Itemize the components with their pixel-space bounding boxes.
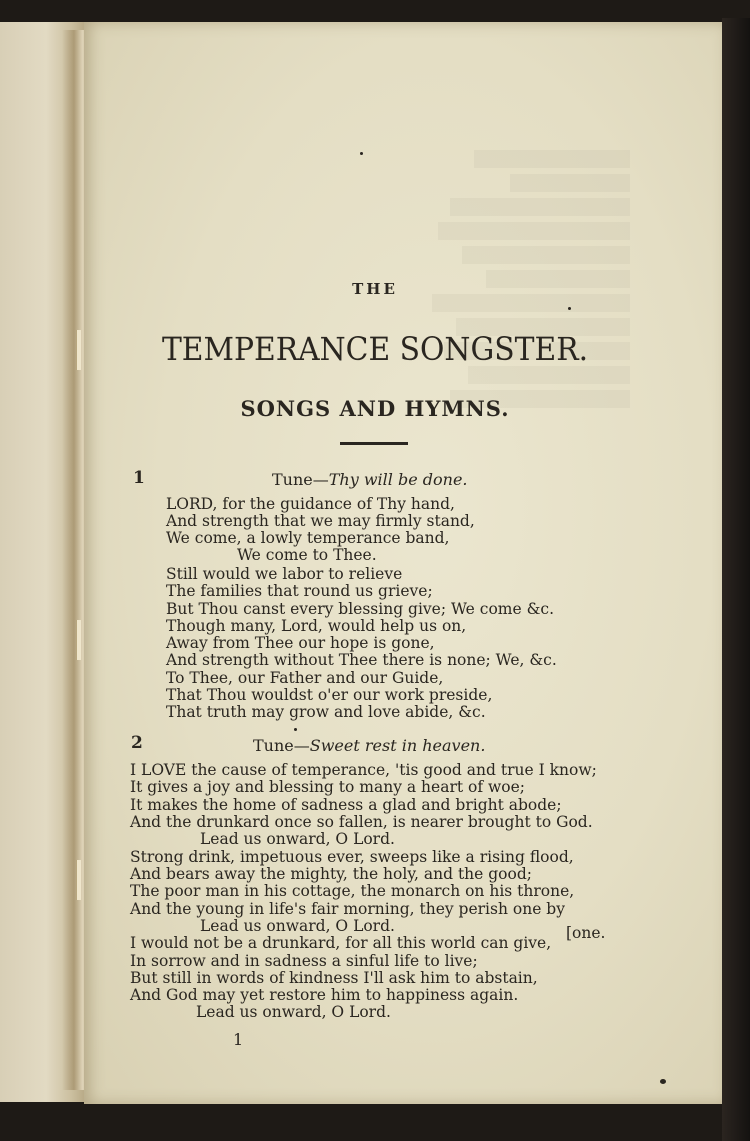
hymn-number: 1 (133, 468, 145, 488)
tune-prefix: Tune— (253, 736, 310, 755)
verse-line: And strength that we may firmly stand, (166, 512, 475, 530)
verse-line: We come, a lowly temperance band, (166, 529, 450, 547)
verse-line: It makes the home of sadness a glad and bright abode; (130, 796, 562, 814)
verse-line: That Thou wouldst o'er our work preside, (166, 686, 493, 704)
title-article: THE (352, 280, 398, 298)
verse-line: To Thee, our Father and our Guide, (166, 669, 444, 687)
verse-line: And strength without Thee there is none; We, &c. (166, 651, 557, 669)
ink-speck (568, 307, 571, 310)
verse-refrain: Lead us onward, O Lord. (196, 1003, 391, 1021)
verse-line: It gives a joy and blessing to many a heart of woe; (130, 778, 525, 796)
verse-line: But Thou canst every blessing give; We come &c. (166, 600, 554, 618)
verse-line: The poor man in his cottage, the monarch on his throne, (130, 882, 575, 900)
title-rule (340, 442, 408, 445)
hymn-tune (253, 736, 485, 755)
page-subtitle: SONGS AND HYMNS. (240, 396, 510, 421)
verse-line: And the drunkard once so fallen, is nearer brought to God. (130, 813, 593, 831)
verse-line: I LOVE the cause of temperance, 'tis good and true I know; (130, 761, 597, 779)
verse-line: That truth may grow and love abide, &c. (166, 703, 486, 721)
verse-refrain: Lead us onward, O Lord. (200, 830, 395, 848)
page-number: 1 (233, 1030, 244, 1049)
page-edge-shadow (722, 18, 750, 1141)
verse-line: Though many, Lord, would help us on, (166, 617, 467, 635)
verse-refrain: We come to Thee. (237, 546, 377, 564)
verse-refrain: Lead us onward, O Lord. (200, 917, 395, 935)
binding-thread (76, 620, 81, 660)
verse-line: LORD, for the guidance of Thy hand, (166, 495, 455, 513)
binding-thread (76, 860, 81, 900)
verse-line: Away from Thee our hope is gone, (166, 634, 435, 652)
tune-name: Sweet rest in heaven. (309, 736, 486, 755)
verse-line: Strong drink, impetuous ever, sweeps like a rising flood, (130, 848, 574, 866)
tune-prefix: Tune— (272, 470, 329, 489)
ink-speck (360, 152, 363, 155)
verse-line: I would not be a drunkard, for all this world can give, (130, 934, 552, 952)
verse-line: But still in words of kindness I'll ask him to abstain, (130, 969, 538, 987)
verse-turnover: [one. (566, 924, 606, 942)
hymn-number: 2 (131, 733, 143, 753)
verse-line: In sorrow and in sadness a sinful life to live; (130, 952, 478, 970)
verse-line: And the young in life's fair morning, they perish one by (130, 900, 565, 918)
ink-speck (294, 728, 297, 731)
page-title: TEMPERANCE SONGSTER. (161, 330, 589, 368)
verse-line: And bears away the mighty, the holy, and the good; (130, 865, 532, 883)
tune-name: Thy will be done. (328, 470, 468, 489)
hymn-tune (272, 470, 468, 489)
verse-line: Still would we labor to relieve (166, 565, 403, 583)
verse-line: And God may yet restore him to happiness again. (130, 986, 519, 1004)
verse-line: The families that round us grieve; (166, 582, 433, 600)
ink-speck (660, 1079, 666, 1084)
